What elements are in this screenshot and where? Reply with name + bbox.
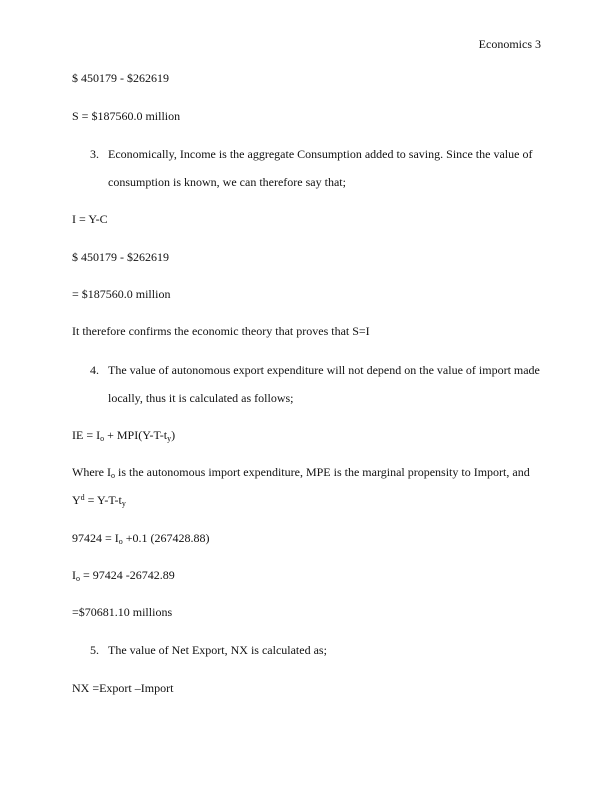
equation-line: $ 450179 - $262619	[72, 71, 169, 85]
list-item-4-line-1: The value of autonomous export expenditure will not depend on the value of import made	[108, 363, 540, 377]
equation-line: $ 450179 - $262619	[72, 250, 169, 264]
definition-line-1: Where $I_o$ is the autonomous import expenditure, MPE is the marginal propensity to Import, and	[72, 465, 530, 480]
list-item-4-line-2: locally, thus it is calculated as follows;	[108, 391, 294, 405]
conclusion-sentence: It therefore confirms the economic theory that proves that S=I	[72, 324, 370, 338]
list-item-3-line-1: Economically, Income is the aggregate Consumption added to saving. Since the value of	[108, 147, 533, 161]
list-item-5-text: The value of Net Export, NX is calculated as;	[108, 643, 327, 657]
income-result: = $187560.0 million	[72, 287, 171, 301]
list-number-3: 3.	[90, 147, 99, 161]
list-number-5: 5.	[90, 643, 99, 657]
saving-result: S = $187560.0 million	[72, 109, 181, 123]
running-head: Economics 3	[478, 37, 541, 51]
list-item-3-line-2: consumption is known, we can therefore say that;	[108, 175, 346, 189]
calculation-step-2: $I_o = 97424$ -26742.89	[72, 568, 175, 583]
list-number-4: 4.	[90, 363, 99, 377]
calculation-result: =$70681.10 millions	[72, 605, 173, 619]
income-equation: I = Y-C	[72, 212, 108, 226]
definition-line-2: $Y^d = Y-T-t_y$	[72, 493, 126, 508]
net-export-equation: NX =Export –Import	[72, 681, 174, 695]
calculation-step-1: $97424 = I_o +0.1$ (267428.88)	[72, 531, 210, 546]
import-expenditure-equation: IE = $I_o + MPI(Y-T-t_y)$	[72, 428, 176, 443]
